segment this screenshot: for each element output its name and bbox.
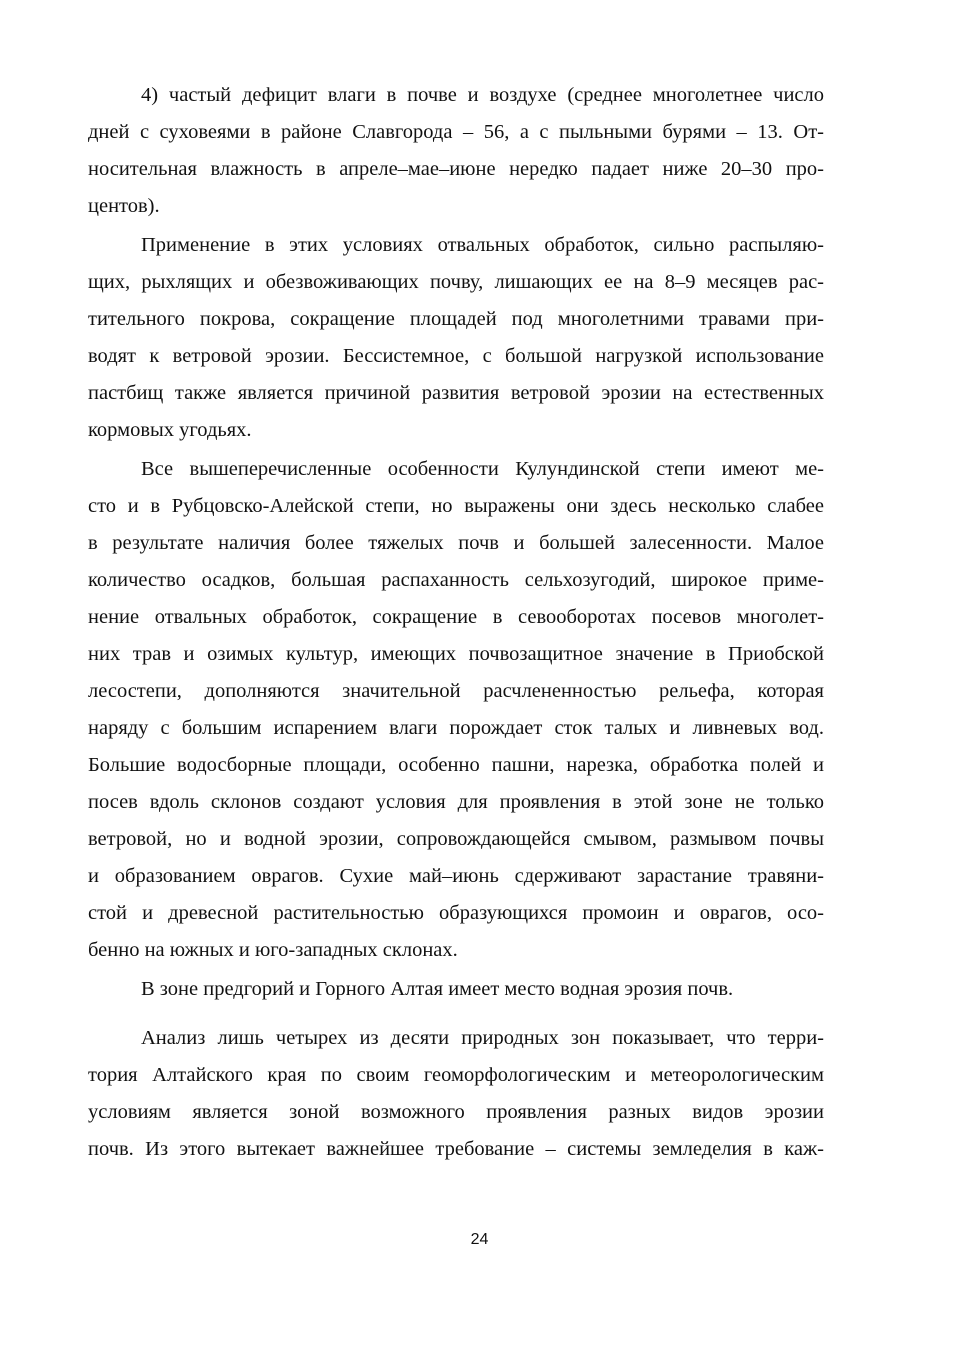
text-line: В зоне предгорий и Горного Алтая имеет место водная эрозия почв. [141, 978, 734, 1000]
text-line: носительная влажность в апреле–мае–июне нередко падает ниже 20–30 про- [88, 158, 824, 180]
text-line: пастбищ также является причиной развития ветровой эрозии на естественных [88, 382, 824, 404]
text-line: дней с суховеями в районе Славгорода – 56, а с пыльными бурями – 13. От- [88, 121, 824, 143]
text-line: наряду с большим испарением влаги порождает сток талых и ливневых вод. [88, 717, 824, 739]
text-line: Применение в этих условиях отвальных обработок, сильно распыляю- [141, 234, 824, 256]
text-line: условиям является зоной возможного проявления разных видов эрозии [88, 1101, 824, 1123]
text-line: Анализ лишь четырех из десяти природных зон показывает, что терри- [141, 1027, 824, 1049]
text-line: тория Алтайского края по своим геоморфологическим и метеорологическим [88, 1064, 824, 1086]
text-line: Большие водосборные площади, особенно пашни, нарезка, обработка полей и [88, 754, 824, 776]
text-line: ветровой, но и водной эрозии, сопровождающейся смывом, размывом почвы [88, 828, 824, 850]
text-line: и образованием оврагов. Сухие май–июнь сдерживают зарастание травяни- [88, 865, 824, 887]
text-line: центов). [88, 195, 160, 217]
text-line: нение отвальных обработок, сокращение в севооборотах посевов многолет- [88, 606, 824, 628]
text-line: посев вдоль склонов создают условия для проявления в этой зоне не только [88, 791, 824, 813]
text-line: 4) частый дефицит влаги в почве и воздухе (среднее многолетнее число [141, 84, 824, 106]
text-line: тительного покрова, сокращение площадей под многолетними травами при- [88, 308, 824, 330]
text-line: сто и в Рубцовско-Алейской степи, но выражены они здесь несколько слабее [88, 495, 824, 517]
text-line: количество осадков, большая распаханность сельхозугодий, широкое приме- [88, 569, 824, 591]
page-number: 24 [470, 1231, 489, 1248]
text-line: кормовых угодьях. [88, 419, 252, 441]
text-line: них трав и озимых культур, имеющих почвозащитное значение в Приобской [88, 643, 824, 665]
text-line: водят к ветровой эрозии. Бессистемное, с большой нагрузкой использование [88, 345, 824, 367]
text-line: щих, рыхлящих и обезвоживающих почву, лишающих ее на 8–9 месяцев рас- [88, 271, 824, 293]
text-line: Все вышеперечисленные особенности Кулундинской степи имеют ме- [141, 458, 824, 480]
text-line: в результате наличия более тяжелых почв и большей залесенности. Малое [88, 532, 824, 554]
text-line: стой и древесной растительностью образующихся промоин и оврагов, осо- [88, 902, 824, 924]
text-line: почв. Из этого вытекает важнейшее требование – системы земледелия в каж- [88, 1138, 824, 1160]
text-line: бенно на южных и юго-западных склонах. [88, 939, 458, 961]
text-line: лесостепи, дополняются значительной расчлененностью рельефа, которая [88, 680, 824, 702]
